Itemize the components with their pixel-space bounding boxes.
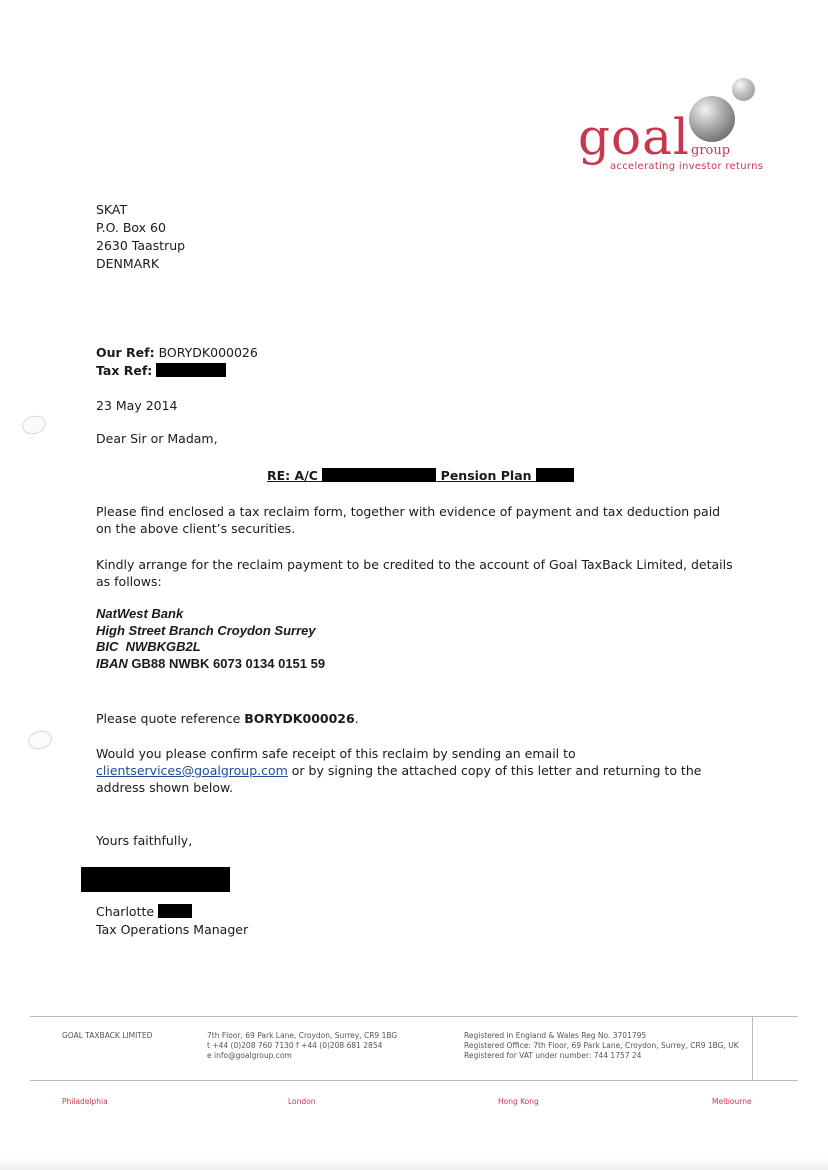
letter-date: 23 May 2014: [96, 398, 178, 413]
bank-details: [96, 606, 325, 672]
subject-line: [267, 467, 574, 485]
footer-address-line: 7th Floor, 69 Park Lane, Croydon, Surrey, CR9 1BG: [207, 1031, 398, 1040]
body-paragraph: Kindly arrange for the reclaim payment to be credited to the account of Goal TaxBack Limited, details as follows:: [96, 557, 733, 589]
address-line: 2630 Taastrup: [96, 238, 186, 253]
subject-prefix: RE: A/C: [267, 468, 318, 483]
footer-registration-line: Registered Office: 7th Floor, 69 Park Lane, Croydon, Surrey, CR9 1BG, UK: [464, 1041, 739, 1050]
logo-group-text: group: [691, 143, 731, 158]
body-paragraph: [96, 745, 736, 796]
footer-city: Melbourne: [712, 1097, 752, 1106]
our-ref-value: BORYDK000026: [158, 345, 258, 360]
reference-value: BORYDK000026: [244, 711, 355, 726]
iban-label: IBAN: [96, 655, 128, 671]
address-line: SKAT: [96, 202, 128, 217]
signer-name: [96, 903, 192, 921]
bank-branch: High Street Branch Croydon Surrey: [96, 622, 316, 638]
footer-registration-line: Registered for VAT under number: 744 1757 24: [464, 1051, 642, 1060]
our-ref-label: Our Ref:: [96, 345, 155, 360]
page-bottom-edge: [0, 1158, 828, 1170]
footer-address-line: e info@goalgroup.com: [207, 1051, 292, 1060]
footer-registration-line: Registered in England & Wales Reg No. 3701795: [464, 1031, 647, 1040]
footer-registration: [464, 1031, 739, 1061]
address-line: P.O. Box 60: [96, 220, 166, 235]
email-link[interactable]: clientservices@goalgroup.com: [96, 763, 288, 778]
signature-redaction: [81, 867, 230, 892]
footer-address-line: t +44 (0)208 760 7130 f +44 (0)208 681 2854: [207, 1041, 383, 1050]
footer-top-rule: [30, 1016, 798, 1017]
footer-vertical-rule: [752, 1016, 753, 1080]
redaction-bar: [158, 904, 192, 918]
body-paragraph: Please find enclosed a tax reclaim form, together with evidence of payment and tax deduction paid on the above client’s securities.: [96, 504, 721, 536]
reference-suffix: .: [354, 711, 359, 726]
footer-city: London: [288, 1097, 316, 1106]
redaction-bar: [156, 363, 226, 377]
reference-text: Please quote reference: [96, 711, 245, 726]
footer-city: Philadelphia: [62, 1097, 108, 1106]
footer-address: [207, 1031, 397, 1061]
body-paragraph: [96, 710, 736, 727]
iban-value: GB88 NWBK 6073 0134 0151 59: [131, 655, 326, 671]
salutation: Dear Sir or Madam,: [96, 431, 218, 446]
closing: Yours faithfully,: [96, 833, 193, 848]
confirm-text: Would you please confirm safe receipt of this reclaim by sending an email to: [96, 746, 576, 761]
bank-name: NatWest Bank: [96, 606, 184, 621]
redaction-bar: [322, 468, 436, 482]
logo-wordmark: goal: [578, 108, 690, 166]
tax-ref: [96, 362, 226, 380]
signer-title: Tax Operations Manager: [96, 922, 249, 937]
punch-hole: [26, 728, 54, 752]
signer-first-name: Charlotte: [96, 904, 155, 919]
confirm-text-end: or by signing the attached copy of this letter and returning to the address shown below.: [96, 763, 702, 795]
bic-value: NWBKGB2L: [125, 639, 201, 654]
our-ref: [96, 344, 258, 362]
tax-ref-label: Tax Ref:: [96, 363, 153, 378]
logo-small-sphere: [732, 78, 755, 101]
bic-label: BIC: [96, 639, 119, 654]
redaction-bar: [536, 468, 574, 482]
logo-tagline: accelerating investor returns: [610, 161, 764, 172]
address-line: DENMARK: [96, 256, 160, 271]
footer-city: Hong Kong: [498, 1097, 539, 1106]
subject-middle: Pension Plan: [440, 468, 532, 483]
punch-hole: [20, 413, 48, 437]
logo-large-sphere: [689, 96, 735, 142]
footer-company: GOAL TAXBACK LIMITED: [62, 1031, 153, 1040]
footer-bottom-rule: [30, 1080, 798, 1081]
